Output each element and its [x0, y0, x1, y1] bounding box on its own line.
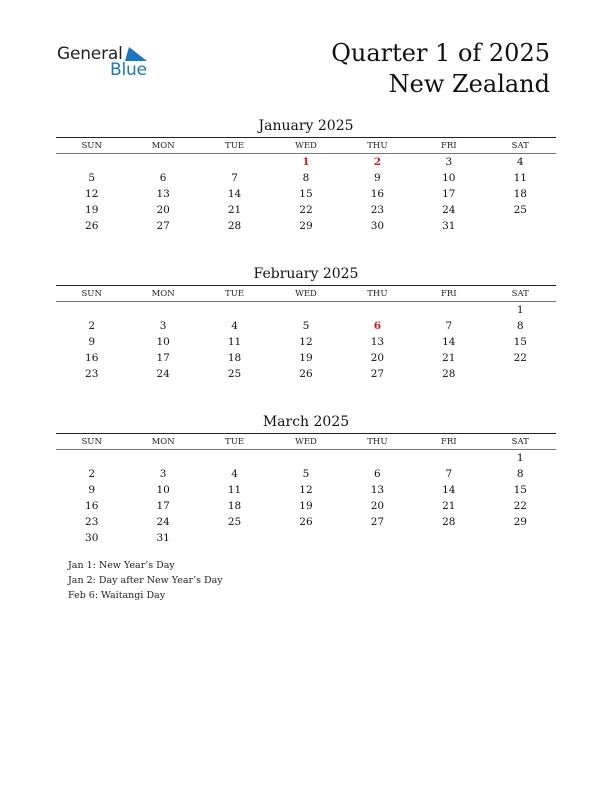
empty-day-cell — [485, 218, 556, 234]
day-cell: 9 — [374, 172, 381, 184]
empty-day-cell — [56, 154, 127, 171]
empty-day-cell — [127, 154, 198, 171]
day-cell: 28 — [442, 368, 456, 380]
empty-day-cell — [485, 366, 556, 382]
month-calendar — [56, 265, 556, 382]
day-cell: 1 — [516, 452, 524, 464]
empty-day-cell — [342, 450, 413, 467]
weekday-header: TUE — [199, 286, 270, 302]
weekday-header-row — [56, 138, 556, 154]
weekday-header: THU — [342, 286, 413, 302]
week-row — [56, 218, 556, 234]
day-cell: 15 — [513, 484, 527, 496]
month-grid — [56, 286, 556, 382]
day-cell: 13 — [156, 188, 170, 200]
day-cell: 23 — [370, 204, 385, 216]
day-cell: 13 — [370, 484, 385, 496]
day-cell: 26 — [299, 368, 313, 380]
weekday-header: MON — [127, 286, 198, 302]
day-cell: 1 — [516, 304, 524, 316]
empty-day-cell — [485, 530, 556, 546]
week-row — [56, 154, 556, 171]
day-cell: 2 — [88, 320, 96, 332]
day-cell: 16 — [370, 188, 385, 200]
day-cell: 21 — [227, 204, 242, 216]
day-cell: 27 — [156, 220, 170, 232]
day-cell: 7 — [231, 172, 238, 184]
day-cell: 9 — [88, 484, 96, 496]
week-row — [56, 350, 556, 366]
day-cell: 24 — [156, 368, 170, 380]
week-row — [56, 170, 556, 186]
day-cell: 16 — [85, 352, 99, 364]
day-cell: 16 — [85, 500, 99, 512]
day-cell: 24 — [156, 516, 170, 528]
day-cell: 13 — [370, 336, 385, 348]
day-cell: 11 — [227, 336, 242, 348]
day-cell: 11 — [513, 172, 527, 184]
empty-day-cell — [199, 302, 270, 319]
day-cell: 31 — [442, 220, 456, 232]
day-cell: 26 — [299, 516, 313, 528]
day-cell: 2 — [88, 468, 96, 480]
page-title-country: New Zealand — [388, 70, 550, 98]
day-cell: 6 — [374, 468, 381, 480]
week-row — [56, 450, 556, 467]
week-row — [56, 302, 556, 319]
day-cell: 20 — [156, 204, 170, 216]
day-cell: 17 — [442, 188, 456, 200]
day-cell: 18 — [227, 352, 242, 364]
day-cell: 27 — [370, 368, 385, 380]
holiday-note: Jan 1: New Year’s Day — [68, 560, 175, 571]
day-cell: 22 — [299, 204, 313, 216]
day-cell: 11 — [227, 484, 242, 496]
weekday-header: SAT — [485, 138, 556, 154]
day-cell: 17 — [156, 500, 170, 512]
day-cell: 25 — [513, 204, 527, 216]
week-row — [56, 530, 556, 546]
day-cell: 26 — [85, 220, 99, 232]
logo-text-blue: Blue — [110, 60, 147, 80]
empty-day-cell — [56, 302, 127, 319]
page-title-quarter: Quarter 1 of 2025 — [331, 39, 550, 67]
weekday-header: FRI — [413, 138, 484, 154]
day-cell: 28 — [227, 220, 242, 232]
empty-day-cell — [56, 450, 127, 467]
weekday-header: TUE — [199, 434, 270, 450]
logo-text-general: General — [57, 44, 123, 64]
day-cell: 15 — [513, 336, 527, 348]
weekday-header: WED — [270, 138, 341, 154]
month-calendar — [56, 413, 556, 546]
empty-day-cell — [270, 450, 341, 467]
day-cell: 5 — [302, 320, 310, 332]
day-cell: 7 — [445, 320, 453, 332]
empty-day-cell — [270, 302, 341, 319]
weekday-header: MON — [127, 138, 198, 154]
empty-day-cell — [342, 530, 413, 546]
empty-day-cell — [127, 450, 198, 467]
weekday-header: MON — [127, 434, 198, 450]
day-cell: 23 — [85, 368, 99, 380]
week-row — [56, 498, 556, 514]
day-cell: 4 — [516, 156, 524, 168]
week-row — [56, 202, 556, 218]
day-cell: 31 — [156, 532, 170, 544]
day-cell: 20 — [370, 352, 385, 364]
holiday-day-cell: 1 — [302, 156, 310, 168]
day-cell: 27 — [370, 516, 385, 528]
day-cell: 21 — [442, 500, 456, 512]
day-cell: 29 — [299, 220, 313, 232]
day-cell: 21 — [442, 352, 456, 364]
day-cell: 3 — [159, 320, 167, 332]
week-row — [56, 466, 556, 482]
holiday-note: Jan 2: Day after New Year’s Day — [68, 575, 223, 586]
weekday-header: SUN — [56, 434, 127, 450]
day-cell: 15 — [299, 188, 313, 200]
weekday-header: SUN — [56, 286, 127, 302]
day-cell: 12 — [299, 484, 313, 496]
weekday-header: FRI — [413, 434, 484, 450]
day-cell: 25 — [227, 368, 242, 380]
week-row — [56, 334, 556, 350]
month-title: February 2025 — [253, 266, 359, 282]
day-cell: 29 — [513, 516, 527, 528]
day-cell: 3 — [445, 156, 453, 168]
empty-day-cell — [199, 530, 270, 546]
day-cell: 24 — [442, 204, 456, 216]
day-cell: 10 — [156, 336, 170, 348]
holiday-notes — [68, 558, 223, 603]
day-cell: 19 — [299, 500, 313, 512]
holiday-day-cell: 2 — [373, 156, 382, 168]
weekday-header: SAT — [485, 434, 556, 450]
empty-day-cell — [127, 302, 198, 319]
empty-day-cell — [413, 530, 484, 546]
day-cell: 8 — [516, 320, 524, 332]
empty-day-cell — [342, 302, 413, 319]
day-cell: 5 — [88, 172, 96, 184]
weekday-header-row — [56, 434, 556, 450]
empty-day-cell — [199, 154, 270, 171]
week-row — [56, 514, 556, 530]
weekday-header: WED — [270, 434, 341, 450]
day-cell: 25 — [227, 516, 242, 528]
day-cell: 4 — [231, 468, 238, 480]
day-cell: 22 — [513, 352, 527, 364]
day-cell: 19 — [85, 204, 99, 216]
day-cell: 30 — [85, 532, 99, 544]
day-cell: 14 — [227, 188, 242, 200]
holiday-day-cell: 6 — [373, 320, 382, 332]
day-cell: 18 — [513, 188, 527, 200]
blue-triangle-icon — [125, 47, 147, 61]
day-cell: 12 — [85, 188, 99, 200]
day-cell: 23 — [85, 516, 99, 528]
weekday-header: SUN — [56, 138, 127, 154]
week-row — [56, 186, 556, 202]
brand-logo — [57, 44, 157, 84]
weekday-header: THU — [342, 138, 413, 154]
day-cell: 20 — [370, 500, 385, 512]
month-grid — [56, 138, 556, 234]
day-cell: 30 — [370, 220, 385, 232]
week-row — [56, 366, 556, 382]
day-cell: 14 — [442, 484, 456, 496]
day-cell: 3 — [159, 468, 167, 480]
month-title: January 2025 — [258, 118, 354, 134]
day-cell: 9 — [88, 336, 96, 348]
day-cell: 19 — [299, 352, 313, 364]
day-cell: 14 — [442, 336, 456, 348]
day-cell: 6 — [159, 172, 167, 184]
day-cell: 8 — [516, 468, 524, 480]
weekday-header: SAT — [485, 286, 556, 302]
day-cell: 17 — [156, 352, 170, 364]
week-row — [56, 482, 556, 498]
week-row — [56, 318, 556, 334]
day-cell: 12 — [299, 336, 313, 348]
weekday-header: WED — [270, 286, 341, 302]
month-calendar — [56, 117, 556, 234]
weekday-header-row — [56, 286, 556, 302]
empty-day-cell — [413, 302, 484, 319]
day-cell: 5 — [302, 468, 310, 480]
day-cell: 22 — [513, 500, 527, 512]
empty-day-cell — [270, 530, 341, 546]
holiday-note: Feb 6: Waitangi Day — [68, 590, 166, 601]
month-grid — [56, 434, 556, 546]
day-cell: 8 — [302, 172, 310, 184]
weekday-header: THU — [342, 434, 413, 450]
empty-day-cell — [413, 450, 484, 467]
day-cell: 10 — [442, 172, 456, 184]
day-cell: 18 — [227, 500, 242, 512]
day-cell: 28 — [442, 516, 456, 528]
weekday-header: FRI — [413, 286, 484, 302]
month-title: March 2025 — [262, 414, 350, 430]
day-cell: 4 — [231, 320, 238, 332]
day-cell: 7 — [445, 468, 453, 480]
empty-day-cell — [199, 450, 270, 467]
day-cell: 10 — [156, 484, 170, 496]
weekday-header: TUE — [199, 138, 270, 154]
